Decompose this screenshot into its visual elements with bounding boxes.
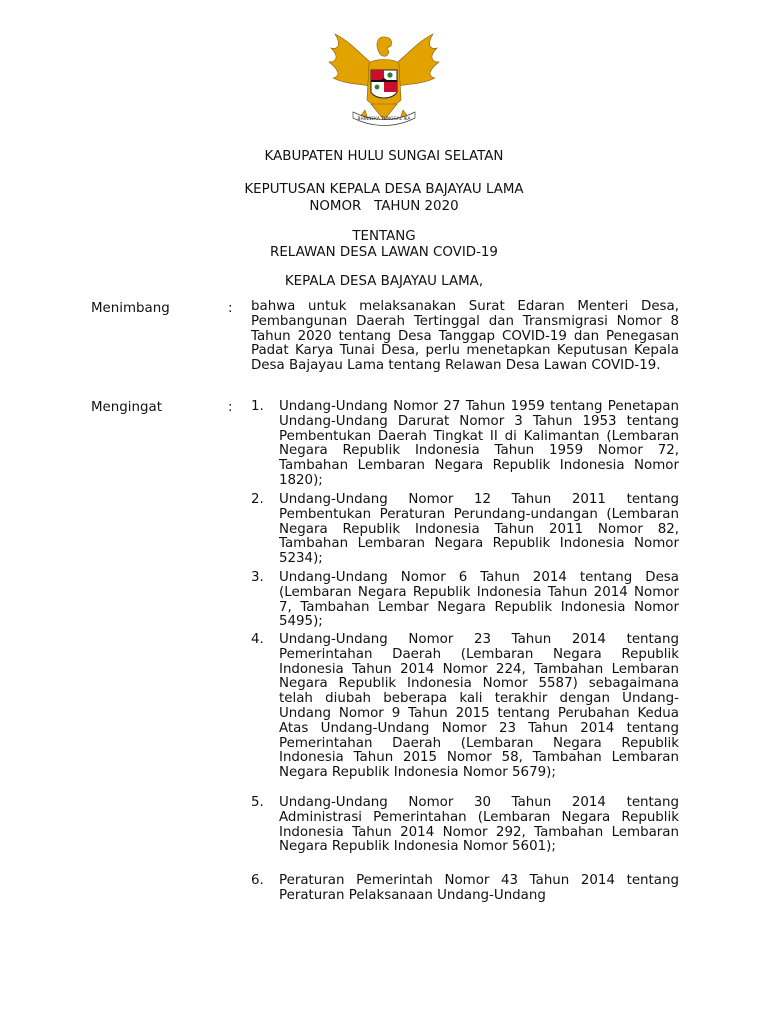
garuda-emblem-icon bbox=[323, 28, 445, 128]
item-number: 6. bbox=[251, 873, 264, 888]
item-text: Undang-Undang Nomor 23 Tahun 2014 tentang Pemerintahan Daerah (Lembaran Negara Republik Indonesia Tahun 2014 Nomor 224, Tambahan Lembaran Negara Republik Indonesia Nomor 5587) sebagaimana telah diubah beberapa kali terakhir dengan Undang-Undang Nomor 9 Tahun 2015 tentang Perubahan Kedua Atas Undang-Undang Nomor 23 Tahun 2014 tentang Pemerintahan Daerah (Lembaran Negara Republik Indonesia Tahun 2015 Nomor 58, Tambahan Lembaran Negara Republik Indonesia Nomor 5679); bbox=[279, 632, 679, 781]
item-text: Peraturan Pemerintah Nomor 43 Tahun 2014 tentang Peraturan Pelaksanaan Undang-Undang bbox=[279, 873, 679, 903]
mengingat-item bbox=[251, 874, 679, 904]
item-text: Undang-Undang Nomor 6 Tahun 2014 tentang Desa (Lembaran Negara Republik Indonesia Tahun 2014 Nomor 7, Tambahan Lembar Negara Republik Indonesia Nomor 5495); bbox=[279, 570, 679, 630]
mengingat-colon: : bbox=[228, 400, 233, 415]
issuer-title: KEPALA DESA BAJAYAU LAMA, bbox=[284, 274, 484, 289]
mengingat-item bbox=[251, 571, 679, 630]
item-number: 4. bbox=[251, 632, 264, 647]
item-number: 5. bbox=[251, 795, 264, 810]
mengingat-item bbox=[251, 400, 679, 489]
menimbang-colon: : bbox=[228, 301, 233, 316]
item-number: 1. bbox=[251, 399, 264, 414]
item-text: Undang-Undang Nomor 27 Tahun 1959 tentang Penetapan Undang-Undang Darurat Nomor 3 Tahun 1953 tentang Pembentukan Daerah Tingkat II di Kalimantan (Lembaran Negara Republik Indonesia Tahun 1959 Nomor 72, Tambahan Lembaran Negara Republik Indonesia Nomor 1820); bbox=[279, 399, 679, 488]
decree-number: NOMOR TAHUN 2020 bbox=[309, 199, 459, 214]
emblem-motto: BHINNEKA TUNGGAL IKA bbox=[357, 117, 411, 122]
item-number: 2. bbox=[251, 492, 264, 507]
decree-subject: RELAWAN DESA LAWAN COVID-19 bbox=[270, 245, 498, 260]
item-number: 3. bbox=[251, 570, 264, 585]
mengingat-label: Mengingat bbox=[91, 400, 162, 415]
regency-name: KABUPATEN HULU SUNGAI SELATAN bbox=[264, 149, 504, 164]
about-word: TENTANG bbox=[352, 229, 416, 244]
decree-title: KEPUTUSAN KEPALA DESA BAJAYAU LAMA bbox=[244, 182, 524, 197]
mengingat-item bbox=[251, 633, 679, 781]
item-text: Undang-Undang Nomor 30 Tahun 2014 tentang Administrasi Pemerintahan (Lembaran Negara Republik Indonesia Tahun 2014 Nomor 292, Tambahan Lembaran Negara Republik Indonesia Nomor 5601); bbox=[279, 795, 679, 855]
mengingat-item bbox=[251, 796, 679, 855]
menimbang-label: Menimbang bbox=[91, 301, 170, 316]
menimbang-text: bahwa untuk melaksanakan Surat Edaran Menteri Desa, Pembangunan Daerah Tertinggal dan Transmigrasi Nomor 8 Tahun 2020 tentang Desa Tanggap COVID-19 dan Penegasan Padat Karya Tunai Desa, perlu menetapkan Keputusan Kepala Desa Bajayau Lama tentang Relawan Desa Lawan COVID-19. bbox=[251, 299, 679, 374]
item-text: Undang-Undang Nomor 12 Tahun 2011 tentang Pembentukan Peraturan Perundang-undangan (Lembaran Negara Republik Indonesia Tahun 2011 Nomor 82, Tambahan Lembaran Negara Republik Indonesia Nomor 5234); bbox=[279, 492, 679, 567]
mengingat-item bbox=[251, 493, 679, 567]
